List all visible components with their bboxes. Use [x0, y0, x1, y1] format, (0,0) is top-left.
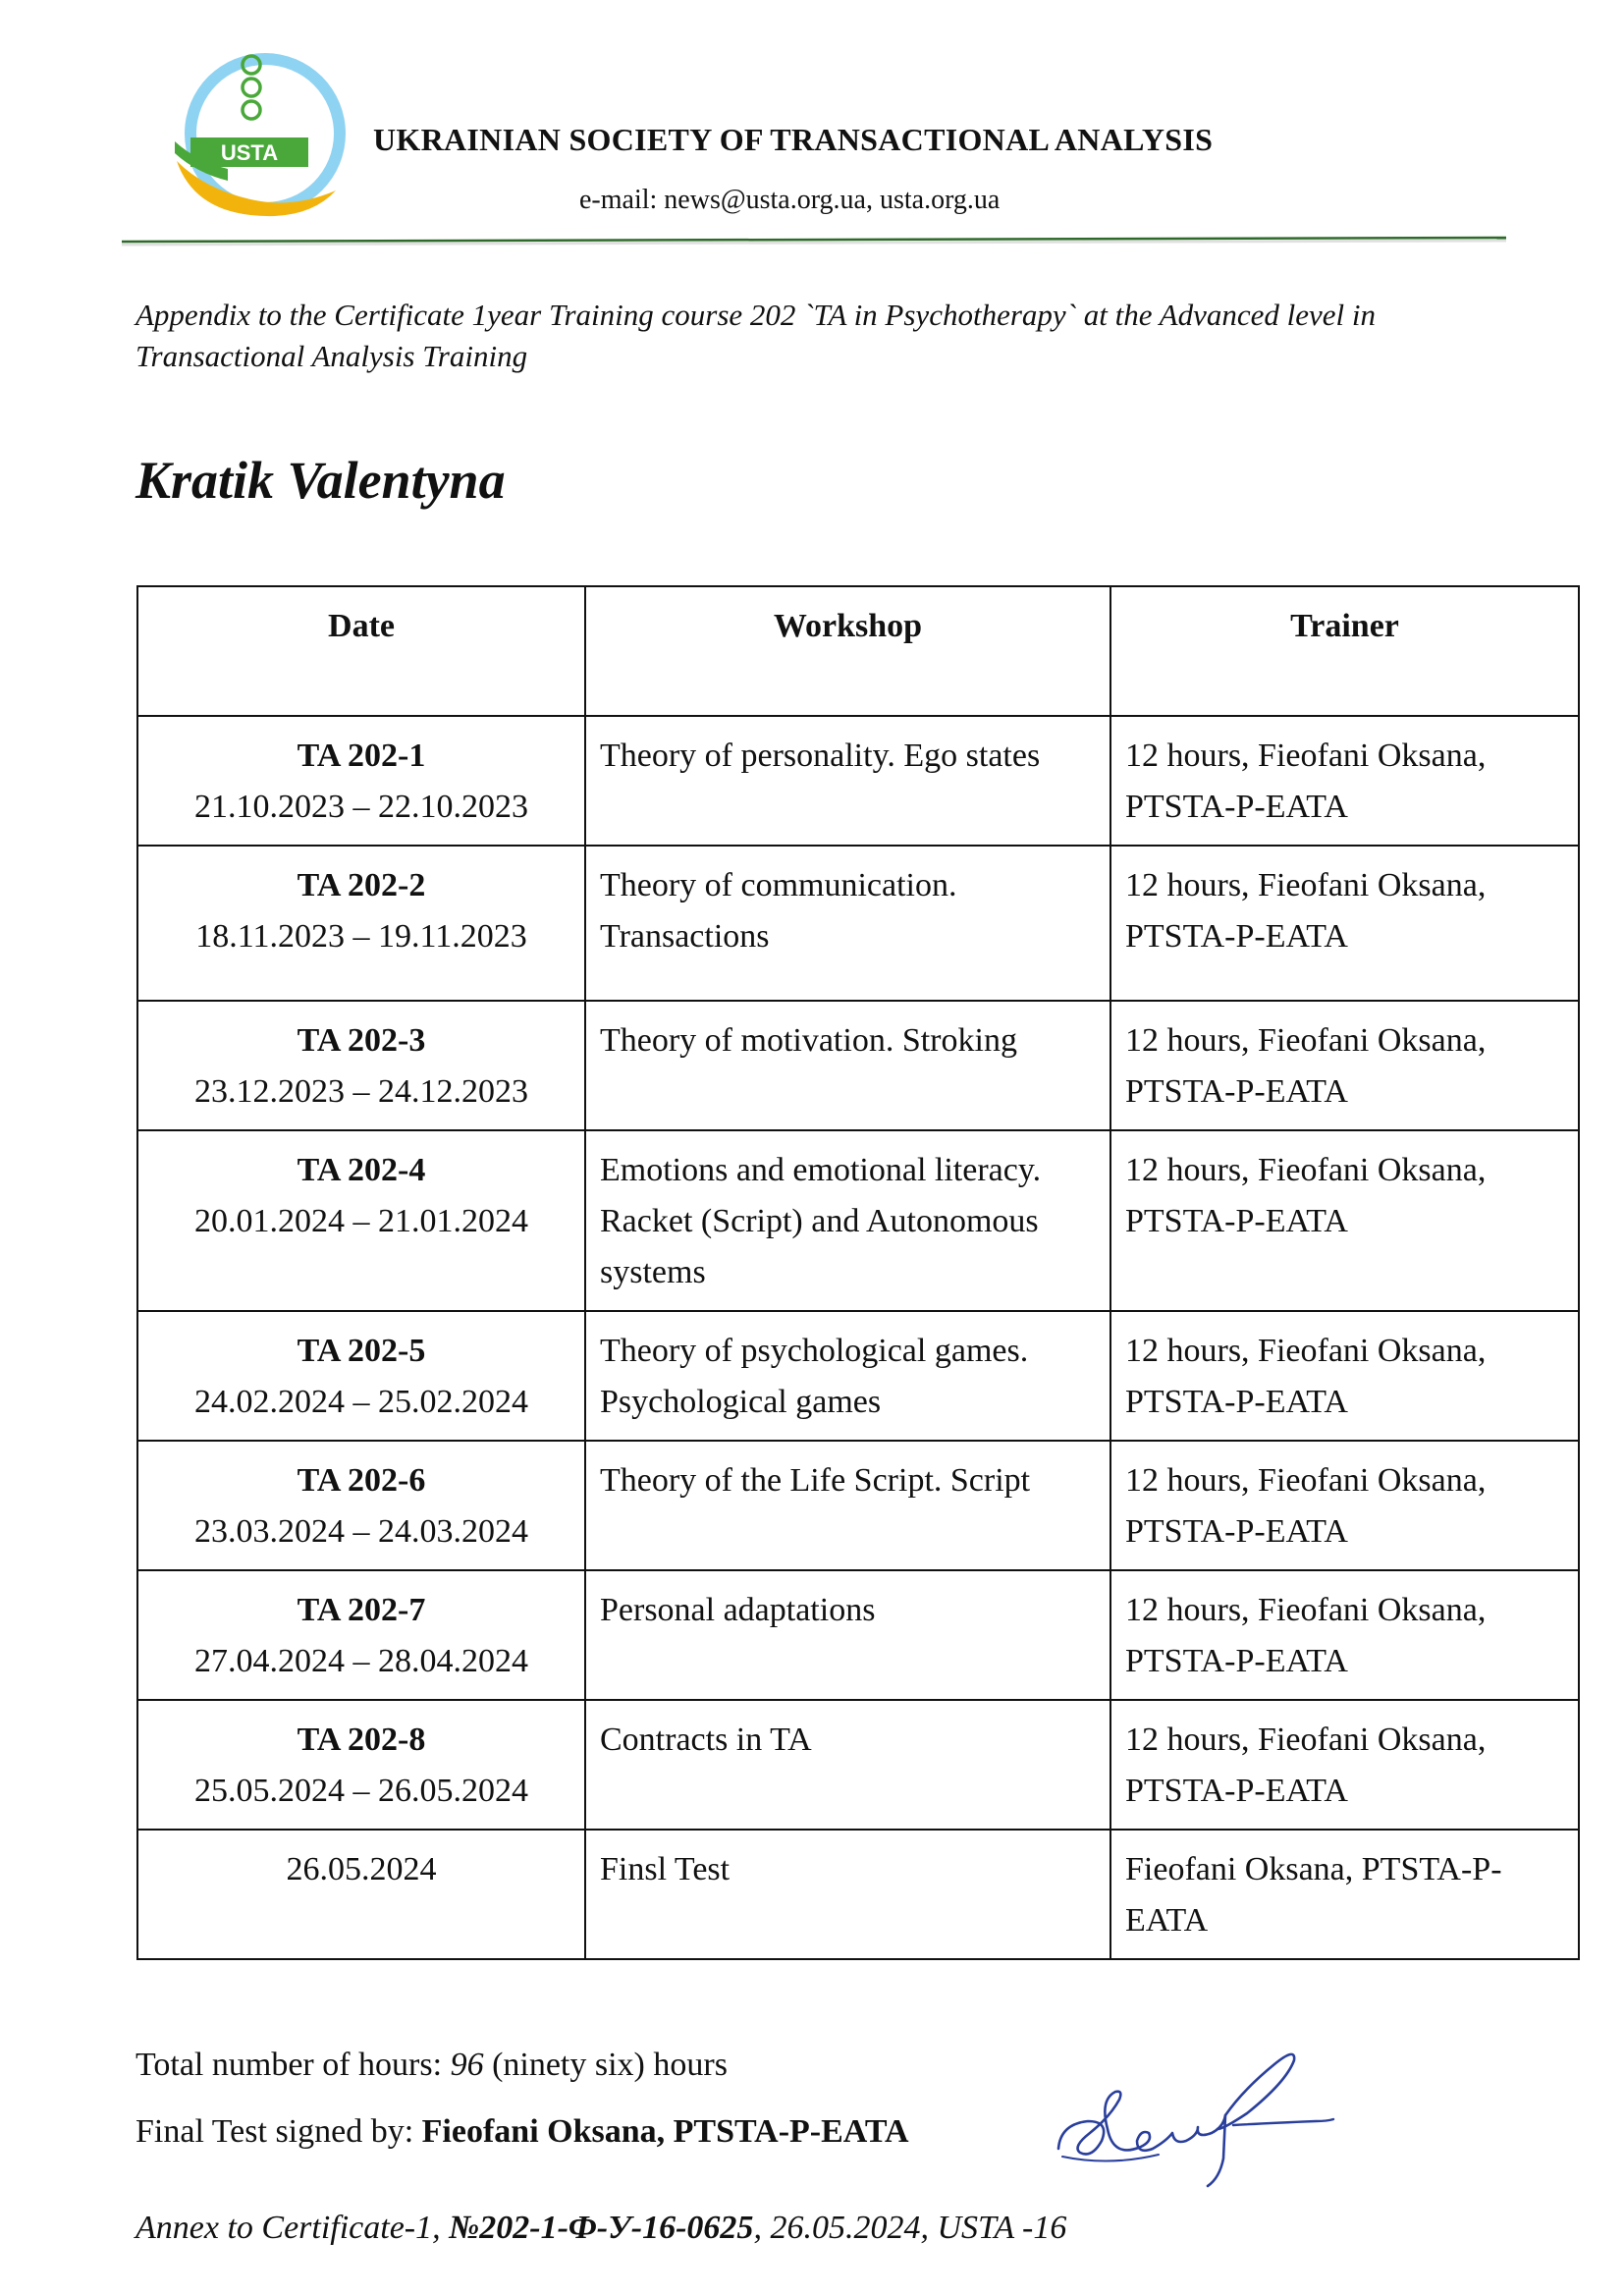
session-dates: 26.05.2024 — [286, 1851, 437, 1887]
workshop-cell: Theory of communication. Transactions — [585, 846, 1110, 1001]
trainer-cell: 12 hours, Fieofani Oksana, PTSTA-P-EATA — [1110, 1570, 1579, 1700]
session-code: TA 202-7 — [297, 1592, 426, 1628]
header-date: Date — [137, 586, 585, 716]
table-row — [137, 1830, 1579, 1959]
table-header-row — [137, 586, 1579, 716]
date-cell — [137, 1441, 585, 1570]
header-trainer: Trainer — [1110, 586, 1579, 716]
total-hours-label: Total number of hours: — [135, 2047, 451, 2083]
session-dates: 27.04.2024 – 28.04.2024 — [194, 1643, 528, 1679]
total-hours-value: 96 — [450, 2047, 484, 2083]
table-row — [137, 1001, 1579, 1130]
table-row — [137, 1130, 1579, 1311]
session-code: TA 202-5 — [297, 1333, 426, 1369]
person-name: Kratik Valentyna — [135, 451, 506, 510]
header-workshop: Workshop — [585, 586, 1110, 716]
session-dates: 25.05.2024 – 26.05.2024 — [194, 1773, 528, 1809]
workshop-cell: Theory of the Life Script. Script — [585, 1441, 1110, 1570]
total-hours-suffix: (ninety six) hours — [483, 2047, 728, 2083]
signed-label: Final Test signed by: — [135, 2113, 422, 2150]
session-dates: 21.10.2023 – 22.10.2023 — [194, 789, 528, 825]
trainer-cell: 12 hours, Fieofani Oksana, PTSTA-P-EATA — [1110, 1700, 1579, 1830]
handwritten-signature — [1051, 2031, 1335, 2198]
annex-line — [135, 2210, 1066, 2247]
date-cell — [137, 1700, 585, 1830]
trainer-cell: 12 hours, Fieofani Oksana, PTSTA-P-EATA — [1110, 1441, 1579, 1570]
trainer-cell: 12 hours, Fieofani Oksana, PTSTA-P-EATA — [1110, 716, 1579, 846]
trainer-cell: Fieofani Oksana, PTSTA-P-EATA — [1110, 1830, 1579, 1959]
workshop-cell: Contracts in TA — [585, 1700, 1110, 1830]
usta-logo — [167, 43, 353, 220]
trainer-cell: 12 hours, Fieofani Oksana, PTSTA-P-EATA — [1110, 1130, 1579, 1311]
header-divider — [122, 236, 1506, 253]
trainer-cell: 12 hours, Fieofani Oksana, PTSTA-P-EATA — [1110, 846, 1579, 1001]
date-cell — [137, 846, 585, 1001]
annex-number: №202-1-Ф-У-16-0625 — [449, 2210, 754, 2246]
org-name: UKRAINIAN SOCIETY OF TRANSACTIONAL ANALYSIS — [373, 122, 1214, 157]
date-cell — [137, 1311, 585, 1441]
session-dates: 23.12.2023 – 24.12.2023 — [194, 1073, 528, 1110]
date-cell — [137, 1570, 585, 1700]
date-cell — [137, 716, 585, 846]
workshop-cell: Personal adaptations — [585, 1570, 1110, 1700]
session-dates: 23.03.2024 – 24.03.2024 — [194, 1513, 528, 1550]
table-row — [137, 1311, 1579, 1441]
session-dates: 20.01.2024 – 21.01.2024 — [194, 1203, 528, 1239]
workshop-cell: Finsl Test — [585, 1830, 1110, 1959]
workshop-cell: Theory of psychological games. Psychological games — [585, 1311, 1110, 1441]
trainer-cell: 12 hours, Fieofani Oksana, PTSTA-P-EATA — [1110, 1311, 1579, 1441]
workshop-cell: Emotions and emotional literacy. Racket (Script) and Autonomous systems — [585, 1130, 1110, 1311]
session-code: TA 202-8 — [297, 1722, 426, 1758]
session-code: TA 202-2 — [297, 867, 426, 903]
workshops-table — [136, 585, 1580, 1960]
total-hours — [135, 2047, 728, 2084]
final-test-signed — [135, 2113, 909, 2151]
trainer-cell: 12 hours, Fieofani Oksana, PTSTA-P-EATA — [1110, 1001, 1579, 1130]
workshop-cell: Theory of personality. Ego states — [585, 716, 1110, 846]
session-dates: 18.11.2023 – 19.11.2023 — [195, 918, 527, 955]
logo-text: USTA — [220, 140, 279, 165]
annex-prefix: Annex to Certificate-1, — [135, 2210, 450, 2246]
date-cell — [137, 1130, 585, 1311]
appendix-text: Appendix to the Certificate 1year Training course 202 `TA in Psychotherapy` at the Advanced level in Transactional Analysis Training — [135, 298, 1376, 373]
annex-suffix: , 26.05.2024, USTA -16 — [753, 2210, 1067, 2246]
date-cell — [137, 1001, 585, 1130]
session-code: TA 202-6 — [297, 1462, 426, 1499]
table-row — [137, 1570, 1579, 1700]
date-cell — [137, 1830, 585, 1959]
session-code: TA 202-3 — [297, 1022, 426, 1059]
table-row — [137, 716, 1579, 846]
session-code: TA 202-1 — [297, 738, 426, 774]
table-row — [137, 1441, 1579, 1570]
session-dates: 24.02.2024 – 25.02.2024 — [194, 1384, 528, 1420]
table-row — [137, 1700, 1579, 1830]
signed-name: Fieofani Oksana, PTSTA-P-EATA — [421, 2113, 909, 2150]
workshop-cell: Theory of motivation. Stroking — [585, 1001, 1110, 1130]
org-contact: e-mail: news@usta.org.ua, usta.org.ua — [579, 185, 1001, 215]
table-row — [137, 846, 1579, 1001]
session-code: TA 202-4 — [297, 1152, 426, 1188]
